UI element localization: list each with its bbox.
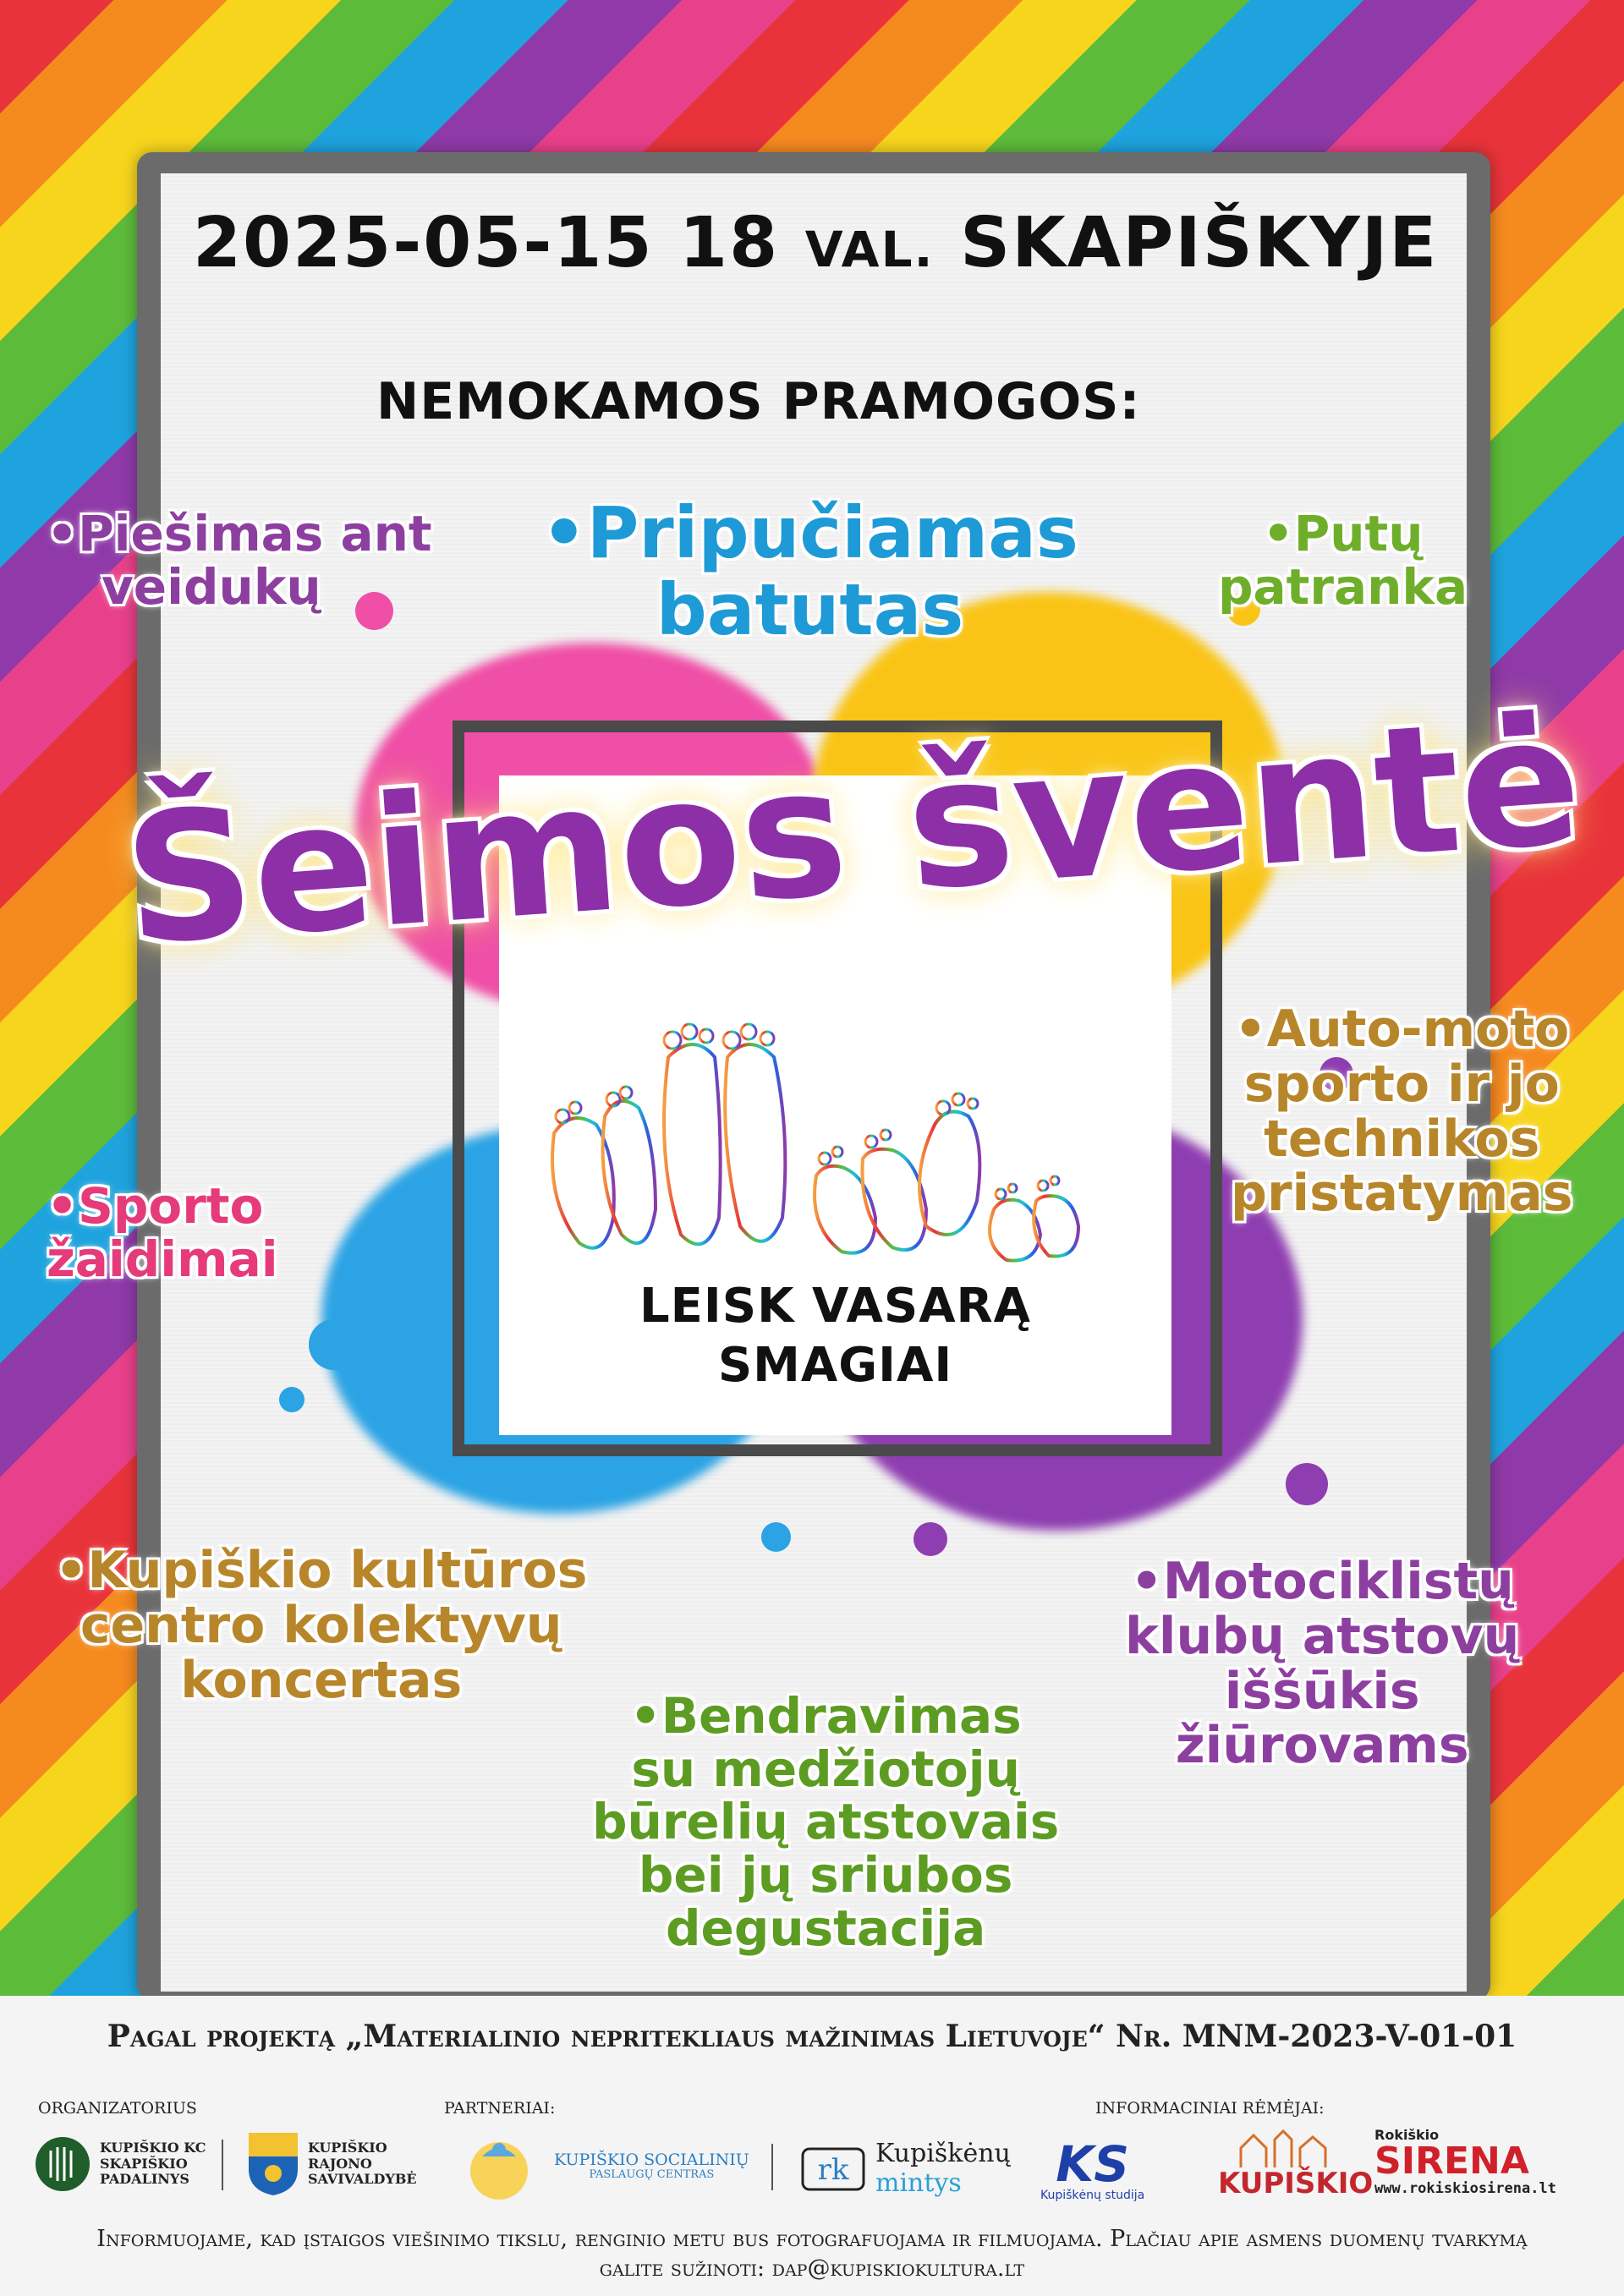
date-time-place [193,203,1438,283]
kupiskenu-mintys-icon [799,2144,867,2195]
place: SKAPIŠKYJE [960,203,1439,283]
org2-logo [247,2131,417,2197]
organizer-label: ORGANIZATORIUS [38,2099,197,2118]
coat-of-arms-icon [247,2131,299,2197]
activity-line: •Motociklistų [1130,1552,1514,1611]
org2-line: RAJONO [308,2155,372,2172]
info3-logo [1374,2127,1556,2197]
sirena-url: www.rokiskiosirena.lt [1374,2180,1556,2197]
date: 2025-05-15 18 [193,203,780,283]
project-line: Pagal projektą „Materialinio nepritekliaus mažinimas Lietuvoje“ Nr. MNM-2023-V-01-01 [107,2019,1517,2054]
partner2-logo [799,2140,1011,2198]
activity-foam-cannon [1218,505,1468,616]
partner1-logo [453,2133,749,2200]
activity-line: koncertas [180,1650,463,1710]
social-services-icon [453,2133,546,2200]
notice-line-1: Informuojame, kad įstaigos viešinimo tikslu, renginio metu bus fotografuojama ir filmuojama. Plačiau apie asmens duomenų tvarkymą [96,2226,1528,2252]
activity-line: technikos [1264,1109,1540,1169]
activity-line: •Pripučiamas [541,491,1078,574]
ks-caption: Kupiškėnų studija [1040,2189,1145,2202]
activity-line: •Putų [1262,505,1424,562]
activity-line: bei jų sriubos [638,1845,1013,1904]
privacy-notice [0,2224,1624,2283]
partner2-line: Kupiškėnų [875,2139,1011,2168]
sirena-logo-text: SIRENA [1374,2140,1529,2183]
activity-motorcycle-clubs [1125,1552,1520,1776]
activity-line: centro kolektyvų [80,1595,562,1655]
org1-line: KUPIŠKIO KC [100,2140,206,2156]
partner2-text [875,2140,1011,2198]
activity-line: pristatymas [1231,1164,1573,1224]
logo-line-1: LEISK VASARĄ [639,1279,1031,1334]
activity-line: •Kupiškio kultūros [55,1541,588,1600]
divider [222,2140,223,2190]
org2-text [308,2140,417,2187]
skapiskis-emblem-icon [34,2135,91,2193]
activity-line: žiūrovams [1175,1716,1469,1776]
partners-label: PARTNERIAI: [444,2099,556,2118]
org1-line: PADALINYS [100,2171,189,2188]
divider [771,2144,773,2190]
org1-line: SKAPIŠKIO [100,2155,188,2172]
castle-icon [1232,2127,1359,2169]
activity-line: būrelių atstovais [592,1793,1060,1851]
activity-line: žaidimai [47,1230,278,1288]
activity-line: iššūkis [1224,1661,1420,1721]
logo-text [499,1277,1171,1395]
activity-concert [55,1541,588,1710]
svg-text:rk: rk [817,2152,849,2187]
activity-line: veidukų [102,557,321,616]
activity-line: sporto ir jo [1243,1054,1560,1114]
partner1-text [554,2151,749,2183]
feet-logo-icon [537,1006,1087,1269]
activity-line: •Bendravimas [629,1687,1022,1745]
info2-logo [1218,2127,1373,2198]
activity-line: •Piešimas ant [47,505,432,562]
sirena-top: Rokiškio [1374,2127,1440,2143]
org1-logo [34,2135,206,2193]
activity-trampoline [541,491,1078,651]
activity-hunters [592,1687,1060,1957]
kupiskio-info-text: KUPIŠKIO [1218,2167,1374,2200]
org1-text [100,2140,206,2187]
val: VAL. [804,221,935,278]
partner1-line: PASLAUGŲ CENTRAS [589,2168,715,2182]
info-sponsors-label: INFORMACINIAI RĖMĖJAI: [1095,2099,1325,2118]
event-title: Šeimos šventė [118,676,1588,985]
partner1-line: KUPIŠKIO SOCIALINIŲ [554,2150,749,2169]
activity-auto-moto [1231,1000,1573,1224]
ks-logo-text: KS [1056,2135,1129,2193]
activity-line: •Auto-moto [1234,1000,1570,1059]
notice-line-2: galite sužinoti: dap@kupiskiokultura.lt [599,2255,1025,2282]
logo-line-2: SMAGIAI [717,1338,953,1393]
org2-line: KUPIŠKIO [308,2140,387,2156]
activity-sport-games [47,1177,278,1288]
subtitle: NEMOKAMOS PRAMOGOS: [376,372,1141,431]
activity-line: klubų atstovų [1125,1606,1520,1666]
activity-face-painting [47,505,432,616]
activity-line: patranka [1218,557,1468,616]
activity-line: batutas [656,567,964,651]
org2-line: SAVIVALDYBĖ [308,2171,417,2188]
partner2-line: mintys [875,2167,962,2198]
info1-logo [1040,2135,1145,2202]
activity-line: degustacija [665,1899,986,1957]
activity-line: •Sporto [47,1177,264,1235]
activity-line: su medžiotojų [631,1740,1020,1798]
